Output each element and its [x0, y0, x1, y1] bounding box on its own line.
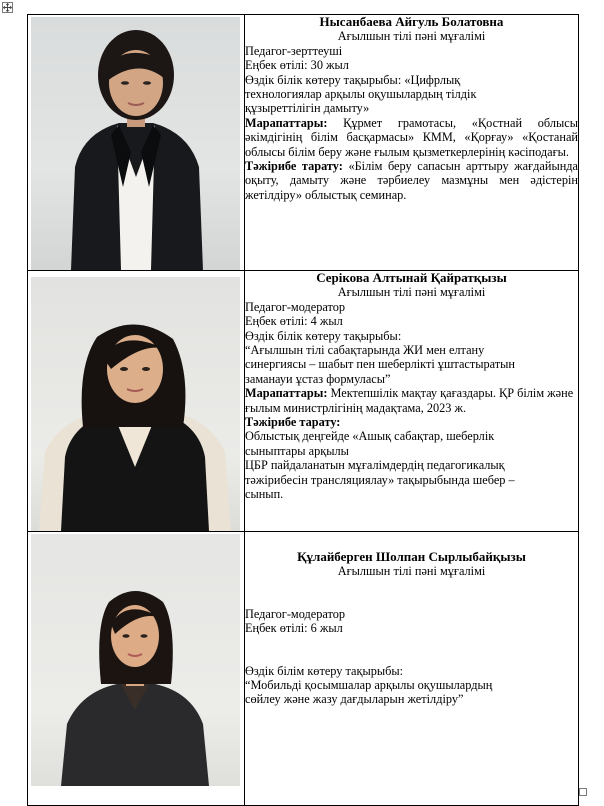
- teacher-topic-label: Өздік білім көтеру тақырыбы:: [245, 663, 404, 678]
- teacher-name: Серікова Алтынай Қайратқызы: [316, 270, 507, 285]
- teacher-photo: [31, 534, 240, 786]
- teacher-topic-line: сөйлеу және жазу дағдыларын жетілдіру”: [245, 692, 464, 707]
- teacher-topic-label: Өздік білік көтеру тақырыбы:: [245, 328, 402, 343]
- experience-share-text: «Білім беру сапасын арттыру жағдайында оқыту, дамыту және тәрбиелеу мазмұны мен әдістерін жетілдіру» облыстық семинар.: [245, 159, 579, 202]
- teacher-topic-line: “Ағылшын тілі сабақтарында ЖИ мен елтану: [245, 343, 485, 358]
- teacher-subject: Ағылшын тілі пәні мұғалімі: [337, 564, 486, 579]
- teacher-awards: [245, 116, 578, 159]
- blank-line: [245, 593, 578, 607]
- teacher-category: Педагог-модератор: [245, 606, 346, 621]
- teacher-name: Құлайберген Шолпан Сырлыбайқызы: [297, 549, 526, 564]
- blank-line: [245, 636, 578, 650]
- teacher-topic-line: заманауи ұстаз формуласы”: [245, 371, 391, 386]
- photo-cell: [28, 15, 245, 271]
- teacher-info-cell: [245, 15, 579, 271]
- photo-cell: [28, 271, 245, 532]
- table-row: [28, 15, 579, 271]
- awards-text: Мектепшілік мақтау қағаздары. ҚР білім және ғылым министрлігінің мадақтама, 2023 ж.: [245, 386, 574, 415]
- awards-label: Марапаттары:: [245, 386, 328, 401]
- teacher-photo: [31, 17, 240, 270]
- teacher-topic-line: технологиялар арқылы оқушылардың тілдік: [245, 87, 477, 102]
- teacher-experience: Еңбек өтілі: 4 жыл: [245, 314, 343, 329]
- teacher-info-cell: [245, 532, 579, 806]
- table-row: [28, 532, 579, 806]
- table-row: [28, 271, 579, 532]
- teacher-experience-share: [245, 159, 578, 202]
- blank-line: [245, 579, 578, 593]
- teacher-info-cell: [245, 271, 579, 532]
- experience-share-line: ЦБР пайдаланатын мұғалімдердің педагогикалық: [245, 458, 505, 473]
- experience-share-line: сыныптары арқылы: [245, 443, 349, 458]
- photo-cell: [28, 532, 245, 806]
- teacher-name: Нысанбаева Айгуль Болатовна: [319, 14, 504, 29]
- blank-line: [245, 650, 578, 664]
- teacher-topic-line: синергиясы – шабыт пен шеберлікті ұштастыратын: [245, 357, 516, 372]
- teacher-experience: Еңбек өтілі: 30 жыл: [245, 58, 349, 73]
- teacher-awards: [245, 386, 578, 415]
- teacher-experience: Еңбек өтілі: 6 жыл: [245, 621, 343, 636]
- table-resize-handle[interactable]: [579, 788, 587, 796]
- experience-share-label: [245, 415, 578, 429]
- experience-share-line: сынып.: [245, 487, 284, 502]
- move-arrows-icon: [3, 3, 12, 12]
- teacher-photo: [31, 277, 240, 531]
- table-move-handle[interactable]: [2, 2, 13, 13]
- teacher-topic-line: құзыреттілігін дамыту»: [245, 101, 370, 116]
- teacher-category: Педагог-зерттеуші: [245, 43, 343, 58]
- teacher-subject: Ағылшын тілі пәні мұғалімі: [337, 29, 486, 44]
- teacher-category: Педагог-модератор: [245, 299, 346, 314]
- teacher-topic-line: “Мобильді қосымшалар арқылы оқушылардың: [245, 678, 493, 693]
- experience-share-line: Облыстық деңгейде «Ашық сабақтар, шеберлік: [245, 429, 495, 444]
- awards-text: Құрмет грамотасы, «Қостнай облысы әкімдігінің білім басқармасы» КММ, «Қорғау» «Қостанай облысы білім беру және ғылым қызметкерлерінің кәсіподағы.: [245, 115, 578, 159]
- teacher-topic-line: Өздік білік көтеру тақырыбы: «Цифрлық: [245, 72, 461, 87]
- experience-share-label-text: Тәжірибе тарату:: [245, 415, 341, 430]
- teachers-table: [27, 14, 579, 806]
- awards-label: Марапаттары:: [245, 115, 328, 130]
- teacher-subject: Ағылшын тілі пәні мұғалімі: [337, 285, 486, 300]
- experience-share-label: Тәжірибе тарату:: [245, 159, 343, 174]
- experience-share-line: тәжірибесін трансляциялау» тақырыбында шебер –: [245, 472, 515, 487]
